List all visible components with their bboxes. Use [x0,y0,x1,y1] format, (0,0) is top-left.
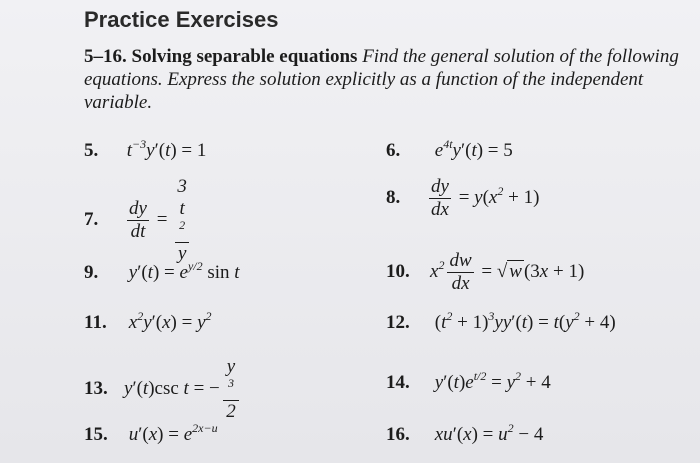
exercise-6: 6. $e^{4t}y'(t) = 5$ [386,137,513,161]
exercise-7: 7. $\frac{dy}{dt}$ = 3 t 2 y [84,176,192,265]
exercise-16: 16. $xu'(x) = u^2 - 4$ [386,421,544,445]
exercise-number: 11. [84,312,107,333]
exercise-number: 9. [84,262,99,283]
exercise-12: 12. $(t^2 + 1)^3yy'(t) = t(y^2 + 4)$ [386,309,616,333]
exercise-number: 15. [84,424,108,445]
exercise-number: 10. [386,260,410,282]
instructions [84,45,696,114]
exercise-8: 8. $\frac{dy}{dx}$ = $y(x^2 + 1)$ [386,176,540,220]
exercise-number: 8. [386,186,401,208]
section-heading: Practice Exercises [84,7,279,32]
exercise-13: 13. y′(t)csc t = − y 3 2 [84,356,242,423]
exercise-10: 10. $x^2$ $\frac{dw}{dx}$ = √ w (3x + 1) [386,250,585,294]
instructions-lead: 5–16. Solving separable equations [84,46,358,67]
exercise-number: 7. [84,208,99,230]
exercise-15: 15. $u'(x) = e^{2x-u}$ [84,421,218,445]
exercise-9: 9. $y'(t) = e^{y/2}$ sin t [84,259,240,283]
exercise-11: 11. $x^2y'(x) = y^2$ [84,309,212,333]
exercise-14: 14. $y'(t)e^{t/2} = y^2 + 4$ [386,369,551,393]
exercise-number: 13. [84,377,108,399]
exercise-number: 14. [386,372,410,393]
exercise-5: 5. $t^{-3}y'(t) = 1$ [84,137,207,161]
instructions-text: Find the general solution of the following equations. Express the solution explicitly as a function of the independent variable. [84,46,679,113]
exercise-number: 16. [386,424,410,445]
exercise-number: 5. [84,140,99,161]
exercise-number: 12. [386,312,410,333]
exercise-number: 6. [386,140,401,161]
